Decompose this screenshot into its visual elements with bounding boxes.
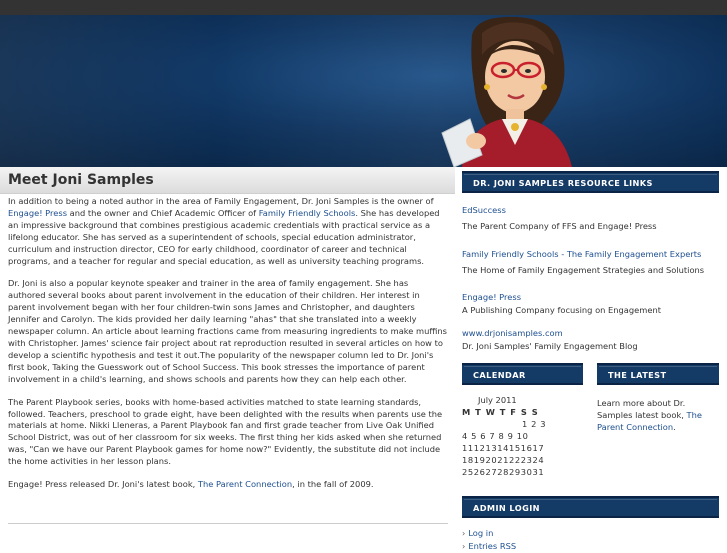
paragraph-text: In addition to being a noted author in the area of Family Engagement, Dr. Joni Samples is the owner of xyxy=(8,196,434,206)
content-divider xyxy=(8,523,448,524)
admin-link-item[interactable] xyxy=(462,527,516,540)
paragraph-text: , in the fall of 2009. xyxy=(292,479,374,490)
calendar-header: CALENDAR xyxy=(462,363,583,385)
calendar-week: 11121314151617 xyxy=(462,443,545,453)
paragraph-text: . She has developed an impressive background that combines prestigious academic credentials with practical service as a lifelong educator. She has served as a superintendent of schools, special education administrator, curriculum and instruction director, CEO for early childhood, coordinator of career and technical programs, and a teacher for regular and special education, as well as university teaching programs. xyxy=(8,207,440,266)
calendar-week: 4 5 6 7 8 9 10 xyxy=(462,431,529,441)
family-friendly-schools-link[interactable]: Family Friendly Schools xyxy=(258,207,356,218)
main-content xyxy=(0,167,455,545)
engage-press-sidebar-link[interactable]: Engage! Press xyxy=(462,292,522,302)
family-friendly-schools-sidebar-link[interactable]: Family Friendly Schools - The Family Engagement Experts xyxy=(462,249,702,259)
edsuccess-description: The Parent Company of FFS and Engage! Press xyxy=(462,221,657,231)
login-link[interactable]: Log in xyxy=(468,528,494,538)
illustrated-woman-image xyxy=(432,15,602,167)
calendar-weekdays: M T W T F S S xyxy=(462,407,539,417)
admin-login-header: ADMIN LOGIN xyxy=(462,496,719,518)
article-paragraph-3: The Parent Playbook series, books with home-based activities matched to state learning standards, followed. Teachers, preschool to grade eight, have been delighted with the results when parents use the materials at home. Nikki Lleneras, a Parent Playbook fan and first grade teacher from Live Oak Unified School District, was out of her classroom for six weeks. The first thing her kids asked when she returned was, "Can we have our Parent Playbook games for home now?" Evidently, the substitute did not include the home activities in her lesson plans. xyxy=(8,396,443,467)
article-body xyxy=(8,196,448,502)
latest-book-link[interactable]: The Parent Connection xyxy=(597,410,702,432)
edsuccess-link[interactable]: EdSuccess xyxy=(462,205,506,215)
article-paragraph-1 xyxy=(8,196,448,267)
header-banner xyxy=(0,15,727,167)
calendar-month: July 2011 xyxy=(478,395,517,405)
chevron-right-icon: › xyxy=(462,541,466,551)
calendar-widget xyxy=(462,394,582,478)
the-latest-header: THE LATEST xyxy=(597,363,719,385)
page-title: Meet Joni Samples xyxy=(8,172,154,188)
admin-link-item[interactable] xyxy=(462,540,516,553)
banner-texture xyxy=(0,15,727,167)
latest-blurb xyxy=(597,397,717,433)
calendar-week: 18192021222324 xyxy=(462,455,545,465)
calendar-week: 25262728293031 xyxy=(462,467,545,477)
article-paragraph-4 xyxy=(8,479,448,491)
resource-links-header: DR. JONI SAMPLES RESOURCE LINKS xyxy=(462,171,719,193)
latest-text: Learn more about Dr. Samples latest book, xyxy=(597,398,687,420)
sidebar xyxy=(460,167,727,551)
engage-press-link[interactable]: Engage! Press xyxy=(8,207,68,218)
admin-links xyxy=(462,527,516,553)
latest-text-end: . xyxy=(673,422,676,432)
calendar-week: 1 2 3 xyxy=(522,419,547,429)
entries-rss-link[interactable]: Entries RSS xyxy=(468,541,517,551)
article-paragraph-2: Dr. Joni is also a popular keynote speaker and trainer in the area of family engagement. She has authored several books about parent involvement in the education of their children. Her interest in parent involvement began with her four children-twin sons James and Christopher, and daughters Jennifer and Carolyn. The kids provided her daily learning "ahas" that she translated into a weekly newspaper column. An article about learning fractions came from measuring ingredients to make muffins with Christopher. James' science fair project about rat reproduction resulted in several articles on how to develop a scientific hypothesis and test it out.The popularity of the newspaper column led to Dr. Joni's first book, Taking the Guesswork out of School Success. This book stresses the importance of parent involvement in a child's learning, and shows schools and parents how they can help each other. xyxy=(8,278,447,384)
family-friendly-schools-description: The Home of Family Engagement Strategies and Solutions xyxy=(462,265,705,275)
paragraph-text: and the owner and Chief Academic Officer of xyxy=(67,207,259,218)
title-bar xyxy=(0,167,455,194)
top-bar xyxy=(0,0,727,15)
drjonisamples-link[interactable]: www.drjonisamples.com xyxy=(462,328,563,338)
drjonisamples-description: Dr. Joni Samples' Family Engagement Blog xyxy=(462,341,638,351)
chevron-right-icon: › xyxy=(462,528,466,538)
parent-connection-link[interactable]: The Parent Connection xyxy=(197,479,293,490)
paragraph-text: Engage! Press released Dr. Joni's latest book, xyxy=(8,479,198,490)
engage-press-description: A Publishing Company focusing on Engagement xyxy=(462,305,661,315)
